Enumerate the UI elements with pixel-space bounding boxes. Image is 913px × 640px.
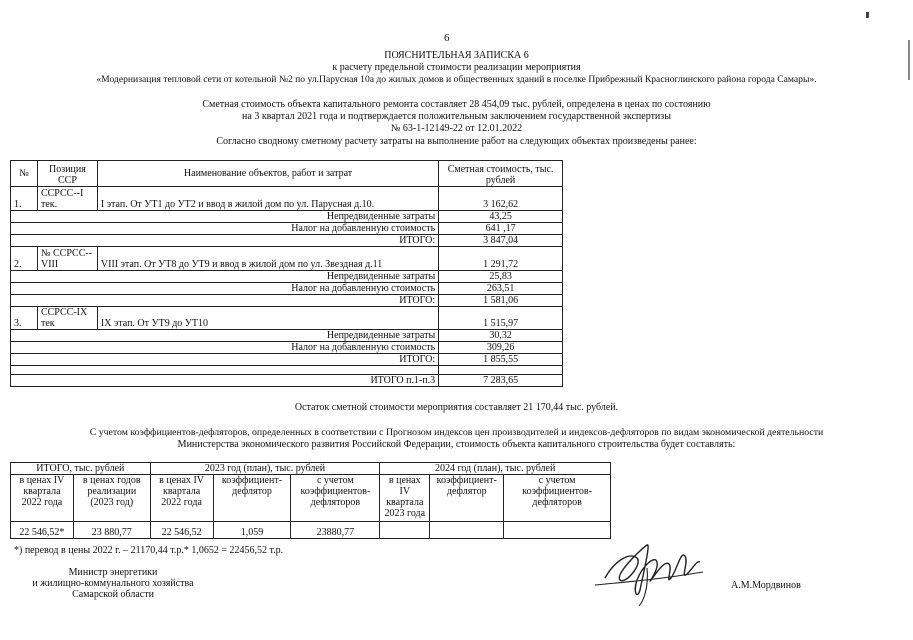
row-label: Налог на добавленную стоимость [11,283,439,295]
row-cost: 7 283,65 [439,375,563,387]
row-position: № ССРСС--VIII [37,247,97,271]
table-row [11,247,563,271]
row-total-label: ИТОГО: [11,235,439,247]
table-row [11,295,563,307]
org-line1: Министр энергетики [68,567,158,578]
remainder-text: Остаток сметной стоимости мероприятия составляет 21 170,44 тыс. рублей. [294,402,619,413]
row-cost: 25,83 [439,271,563,283]
handwritten-signature [585,530,715,610]
row-num: 1. [11,187,38,211]
value-3: 1,059 [213,522,291,539]
row-cost: 3 162,62 [439,187,563,211]
subheader-1: в ценах годов реализации (2023 год) [73,475,150,522]
intro-line3: № 63-1-12149-22 от 12.01.2022 [390,123,523,134]
subheader-3: коэффициент-дефлятор [213,475,291,522]
signatory-org [13,567,213,600]
intro-line1: Сметная стоимость объекта капитального ремонта составляет 28 454,09 тыс. рублей, определена в ценах по состоянию [202,99,711,110]
row-label: Налог на добавленную стоимость [11,342,439,354]
row-label: Непредвиденные затраты [11,330,439,342]
table-row [11,283,563,295]
table-row [11,235,563,247]
value-2: 22 546,52 [150,522,213,539]
row-cost: 43,25 [439,211,563,223]
row-label [11,366,439,375]
table-row [11,375,563,387]
row-total-label: ИТОГО п.1-п.3 [11,375,439,387]
table-row [11,271,563,283]
row-cost: 263,51 [439,283,563,295]
header-cost: Сметная стоимость, тыс. рублей [439,161,563,187]
subheader-7: с учетом коэффициентов-дефляторов [504,475,611,522]
row-num: 3. [11,307,38,330]
doc-title: ПОЯСНИТЕЛЬНАЯ ЗАПИСКА 6 [384,50,529,61]
value-5 [380,522,430,539]
project-name: «Модернизация тепловой сети от котельной №2 по ул.Парусная 10а до жилых домов и общественных зданий в поселке Прибрежный Красноглинского района города Самары». [96,74,817,85]
value-0: 22 546,52* [11,522,74,539]
intro-line2: на 3 квартал 2021 года и подтверждается положительным заключением государственной экспертизы [242,111,671,122]
row-label: Непредвиденные затраты [11,271,439,283]
group-2023: 2023 год (план), тыс. рублей [150,463,380,475]
row-name: IX этап. От УТ9 до УТ10 [97,307,438,330]
subheader-0: в ценах IV квартала 2022 года [11,475,74,522]
row-name: I этап. От УТ1 до УТ2 и ввод в жилой дом по ул. Парусная д.10. [97,187,438,211]
table-row [11,366,563,375]
row-cost: 30,32 [439,330,563,342]
header-num: № [11,161,38,187]
scan-mark [866,12,869,18]
deflator-table [10,462,611,539]
row-cost: 309,26 [439,342,563,354]
table-row [11,187,563,211]
row-total-label: ИТОГО: [11,354,439,366]
org-line3: Самарской области [72,589,154,600]
row-label: Налог на добавленную стоимость [11,223,439,235]
subheader-5: в ценах IV квартала 2023 года [380,475,430,522]
table-row [11,223,563,235]
deflator-line1: С учетом коэффициентов-дефляторов, определенных в соответствии с Прогнозом индексов цен производителей и индексов-дефляторов по видам экономической деятельности [89,427,824,438]
org-line2: и жилищно-коммунального хозяйства [32,578,194,589]
row-cost [439,366,563,375]
value-1: 23 880,77 [73,522,150,539]
row-position: ССРСС-IX тек [37,307,97,330]
value-4: 23880,77 [291,522,380,539]
header-name: Наименование объектов, работ и затрат [97,161,438,187]
signatory-name: А.М.Мордвинов [731,580,801,591]
table-row [11,211,563,223]
row-total-label: ИТОГО: [11,295,439,307]
table-row [11,330,563,342]
deflator-line2: Министерства экономического развития Российской Федерации, стоимость объекта капитального строительства будет составлять: [177,439,736,450]
cost-table [10,160,563,387]
group-2024: 2024 год (план), тыс. рублей [380,463,611,475]
row-name: VIII этап. От УТ8 до УТ9 и ввод в жилой дом по ул. Звездная д.11 [97,247,438,271]
subheader-2: в ценах IV квартала 2022 года [150,475,213,522]
table-row [11,307,563,330]
row-num: 2. [11,247,38,271]
row-position: ССРСС--I тек. [37,187,97,211]
table-row [11,342,563,354]
subheader-6: коэффициент-дефлятор [430,475,504,522]
row-cost: 3 847,04 [439,235,563,247]
doc-subtitle: к расчету предельной стоимости реализации мероприятия [332,62,581,73]
value-6 [430,522,504,539]
group-total: ИТОГО, тыс. рублей [11,463,151,475]
page-number: 6 [444,32,450,44]
row-cost: 641 ,17 [439,223,563,235]
row-cost: 1 515,97 [439,307,563,330]
footnote: *) перевод в цены 2022 г. – 21170,44 т.р.* 1,0652 = 22456,52 т.р. [14,545,284,556]
table-row [11,354,563,366]
row-label: Непредвиденные затраты [11,211,439,223]
intro-line4: Согласно сводному сметному расчету затраты на выполнение работ на следующих объектах произведены ранее: [216,136,697,147]
header-pos: Позиция ССР [37,161,97,187]
row-cost: 1 855,55 [439,354,563,366]
subheader-4: с учетом коэффициентов-дефляторов [291,475,380,522]
row-cost: 1 291,72 [439,247,563,271]
row-cost: 1 581,06 [439,295,563,307]
